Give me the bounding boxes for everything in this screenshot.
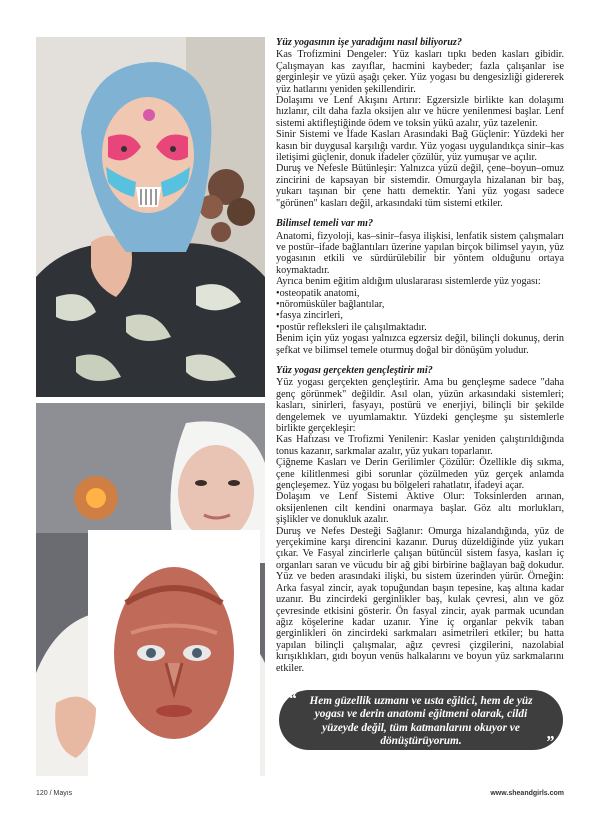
list-item: • fasya zincirleri, — [276, 310, 564, 321]
close-quote-icon: ” — [545, 731, 554, 751]
open-quote-icon: “ — [288, 689, 297, 708]
list-item: • osteopatik anatomi, — [276, 288, 564, 299]
pull-quote-text: Hem güzellik uzmanı ve usta eğitici, hem de yüz yogası ve derin anatomi eğitmeni olarak, cildi yüzeyde değil, tüm katmanlarını okuyor ve dönüştürüyorum. — [309, 695, 533, 748]
list-item: • postür refleksleri ile çalışılmaktadır. — [276, 322, 564, 333]
section3-para: Duruş ve Nefes Desteği Sağlanır: Omurga hizalandığında, yüz de yerçekimine karşı direncini kazanır. Duruş düzeldiğinde yüz yukarı çıkar. Ve Fasyal zincirlerle çalışan bütüncül sistem fasya, kasları iç organları saran ve vücudu bir ağ gibi birbirine bağlayan bağ dokudur. Yüz ve beden arasındaki ilişki, bu sistem üzerinden yürür. Örneğin: Arka fasyal zincir, ayak topuğundan başın tepesine, kaş altına kadar uzanır. Bu zincirdeki gerginlikler baş, kulak çevresi, alın ve göz çevresinde etkisini gösterir. Ön fasyal zincir, ayak parmak ucundan ağız köşelerine kadar uzanır. Yine iç organlar pekvik taban gerginlikleri ön zincirdeki sarkmaları asimetrileri etkiler; bu hatta yapılan bilinçli çalışmalar, ağız çevresi çizgilerini, nazolabial kırışıklıkları, gıdı boyun venüs halkalarını ve boyun yüz sarkmalarını etkiler. — [276, 525, 564, 674]
section2-heading: Bilimsel temeli var mı? — [276, 218, 374, 230]
page-number: 120 / Mayıs — [36, 790, 73, 797]
photo-anatomy-chart — [36, 403, 265, 776]
article-column — [276, 37, 564, 674]
section1-para: Duruş ve Nefesle Bütünleşir: Yalnızca yüzü değil, çene–boyun–omuz zincirini de kapsayan bir sistemdir. Omurgayla hizalanan bir baş, yukarı taşınan bir çene hattı demektir. Yani yüz yogası sadece "görünen" kasları değil, arkasındaki tüm sistemi etkiler. — [276, 163, 564, 209]
section2-list-intro: Ayrıca benim eğitim aldığım uluslararası sistemlerde yüz yogası: — [276, 276, 541, 288]
section2-intro: Anatomi, fizyoloji, kas–sinir–fasya ilişkisi, lenfatik sistem çalışmaları ve postür–ifade bağlantıları üzerine yapılan birçok bilimsel yayın, yüz yogasının etkili ve sürdürülebilir bir yöntem olduğunu ortaya koymaktadır. — [276, 230, 564, 276]
section3-heading: Yüz yogası gerçekten gençleştirir mi? — [276, 364, 433, 376]
section1-para: Sinir Sistemi ve İfade Kasları Arasındaki Bağ Güçlenir: Yüzdeki her kasın bir duygusal karşılığı vardır. Yüz yogası uygulandıkça sinir–kas iletişimi güçlenir, donuk ifadeler çözülür, yüz yumuşar ve açılır. — [276, 129, 564, 164]
photo-face-paint — [36, 37, 265, 397]
section3-para: Kas Hafızası ve Trofizmi Yenilenir: Kaslar yeniden çalıştırıldığında tonus kazanır, sarkmalar azalır, yüz yukarı toparlanır. — [276, 434, 564, 457]
section3-para: Çiğneme Kasları ve Derin Gerilimler Çözülür: Özellikle diş sıkma, çene kilitlenmesi gibi sorunlar çözülmeden yüz gerçek anlamda gençleşemez. Yüz yogası bu bölgeleri rahatlatır, ifadeyi açar. — [276, 457, 564, 492]
section2-list — [276, 288, 564, 334]
site-url[interactable]: www.sheandgirls.com — [490, 790, 564, 797]
section1-heading: Yüz yogasının işe yaradığını nasıl biliyoruz? — [276, 37, 462, 48]
section1-para: Kas Trofizmini Dengeler: Yüz kasları tıpkı beden kasları gibidir. Çalışmayan kas zayıflar, hacmini kaybeder; fazla çalışanlar ise gerginleşir ve yüzü aşağı çeker. Yüz yogası bu dengesizliği gidererek yüz hatlarını yeniden şekillendirir. — [276, 49, 564, 95]
section1-para: Dolaşımı ve Lenf Akışını Artırır: Egzersizle birlikte kan dolaşımı hızlanır, cilt daha fazla oksijen alır ve hücre yenilenmesi başlar. Lenf sistemi aktifleştiğinde ödem ve toksin yükü azalır, yüz tazelenir. — [276, 95, 564, 129]
section3-para: Yüz yogası gerçekten gençleştirir. Ama bu gençleşme sadece "daha genç görünmek" değildir. Asıl olan, yüzün arkasındaki sistemleri; kasları, sinirleri, fasyayı, postürü ve enerjiyi, bilinçli bir şekilde dengelemek ve uyumlamaktır. Yüzdeki gençleşme şu sistemlerle birlikte gerçekleşir: — [276, 377, 564, 434]
anatomy-chart-illustration — [36, 403, 265, 776]
list-item: • nöromüsküler bağlantılar, — [276, 299, 564, 310]
section2-outro: Benim için yüz yogası yalnızca egzersiz değil, bilinçli dokunuş, derin şefkat ve bilimsel temele oturmuş doğal bir dönüşüm yoludur. — [276, 333, 564, 356]
face-paint-illustration — [36, 37, 265, 397]
pull-quote — [279, 690, 563, 750]
section3-para: Dolaşım ve Lenf Sistemi Aktive Olur: Toksinlerden arınan, oksijenlenen cilt kendini onarmaya başlar. Göz altı morlukları, şişlikler ve donukluk azalır. — [276, 491, 564, 526]
